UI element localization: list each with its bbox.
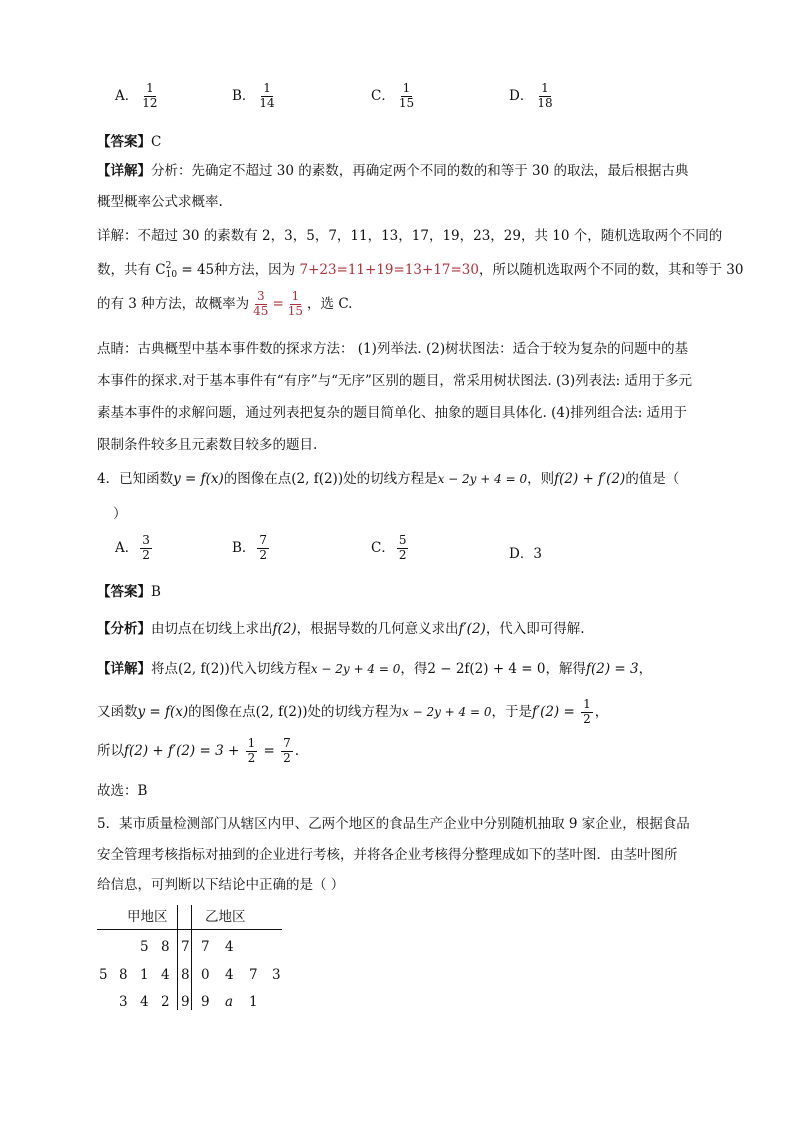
leaf-right: 3 xyxy=(272,967,281,983)
detail-text: 的有 3 种方法，故概率为 xyxy=(97,295,250,312)
detail-text: 处的切线方程为 xyxy=(307,703,402,720)
detail-text: . xyxy=(294,742,300,759)
q3-detail-line-5 xyxy=(97,290,352,319)
answer-value: C xyxy=(151,134,162,150)
leaf-left: 4 xyxy=(161,967,170,983)
fraction-denominator: 14 xyxy=(259,95,275,110)
q3-answer xyxy=(97,130,161,150)
fraction-numerator: 1 xyxy=(291,289,300,303)
fraction-denominator: 18 xyxy=(537,95,553,110)
detail-label: 【详解】 xyxy=(97,163,151,179)
fraction-7-2 xyxy=(281,737,293,766)
detail-math: f′(2) = xyxy=(532,703,580,720)
fraction-1-2 xyxy=(246,737,258,766)
q3-detail-line-1 xyxy=(97,159,689,179)
combination-sup: 2 xyxy=(165,260,172,271)
q5-stem-line-3: 给信息，可判断以下结论中正确的是（ ） xyxy=(97,877,345,893)
right-divider xyxy=(191,905,192,1010)
detail-math: f(2) + f′(2) = 3 + xyxy=(124,742,244,759)
q3-detail-line-2: 概型概率公式求概率. xyxy=(97,194,223,210)
detail-text: 将点 xyxy=(151,661,178,677)
header-divider xyxy=(97,929,282,930)
q3-option-a xyxy=(115,82,162,111)
analysis-text: ，代入即可得解. xyxy=(485,621,585,637)
detail-text: 分析：先确定不超过 30 的素数，再确定两个不同的数的和等于 30 的取法，最后根据古典 xyxy=(151,163,689,179)
q4-option-a xyxy=(115,534,154,563)
fraction-numerator: 1 xyxy=(583,697,591,711)
analysis-text: ，根据导数的几何意义求出 xyxy=(296,621,459,637)
detail-text: ，选 C. xyxy=(307,295,353,312)
option-letter: D． xyxy=(509,87,534,104)
leaf-right: 0 xyxy=(201,967,210,983)
fraction-denominator: 2 xyxy=(247,750,256,765)
leaf-right: 4 xyxy=(225,967,234,983)
q5-stem-line-1: 5．某市质量检测部门从辖区内甲、乙两个地区的食品生产企业中分别随机抽取 9 家企业，根据食品 xyxy=(97,816,690,832)
q3-tip-line-1: 点睛：古典概型中基本事件数的探求方法： (1)列举法. (2)树状图法：适合于较为复杂的问题中的基 xyxy=(97,341,689,357)
option-letter: C． xyxy=(371,87,395,104)
q3-option-c xyxy=(371,82,418,111)
detail-math: f(2) = 3 xyxy=(586,661,639,677)
option-letter: A． xyxy=(115,87,139,104)
right-header: 乙地区 xyxy=(205,909,246,925)
q4-answer xyxy=(97,580,161,600)
leaf-left: 8 xyxy=(119,967,128,983)
q4-option-d xyxy=(509,542,542,562)
option-letter: B． xyxy=(232,87,256,104)
detail-math: y = f(x) xyxy=(137,703,189,720)
detail-text: 数，共有 C xyxy=(97,262,166,278)
leaf-left: 5 xyxy=(140,939,149,955)
option-fraction xyxy=(257,534,269,563)
q4-stem xyxy=(97,467,679,487)
leaf-left: 8 xyxy=(161,939,170,955)
equals-sign: = xyxy=(272,295,284,312)
leaf-right: 4 xyxy=(225,939,234,955)
stem-value: 8 xyxy=(181,967,190,983)
fraction-denominator: 15 xyxy=(287,303,304,318)
fraction-numerator: 1 xyxy=(402,81,411,95)
fraction-3-45 xyxy=(251,290,270,319)
stem-math: x − 2y + 4 = 0 xyxy=(437,472,528,486)
q4-detail-line-2 xyxy=(97,698,608,727)
left-header: 甲地区 xyxy=(127,909,168,925)
answer-label: 【答案】 xyxy=(97,134,151,150)
fraction-denominator: 2 xyxy=(259,547,268,562)
analysis-label: 【分析】 xyxy=(97,621,151,637)
q4-option-b xyxy=(232,534,271,563)
detail-text: 代入切线方程 xyxy=(229,661,311,677)
option-fraction xyxy=(397,534,409,563)
stem-value: 7 xyxy=(181,939,190,955)
detail-math: (2, f(2)) xyxy=(255,703,308,720)
fraction-numerator: 5 xyxy=(398,533,407,547)
fraction-numerator: 1 xyxy=(146,81,154,95)
fraction-denominator: 15 xyxy=(398,95,415,110)
q3-tip-line-3: 素基本事件的求解问题，通过列表把复杂的题目简单化、抽象的题目具体化. (4)排列组合法: 适用于 xyxy=(97,405,688,421)
leaf-right: 9 xyxy=(201,994,210,1010)
detail-text: 又函数 xyxy=(97,703,138,720)
detail-math: x − 2y + 4 = 0 xyxy=(402,704,492,719)
fraction-denominator: 2 xyxy=(283,750,291,765)
combination-indices xyxy=(166,262,177,280)
fraction-denominator: 45 xyxy=(253,303,269,318)
analysis-math: f′(2) xyxy=(458,621,486,637)
detail-text: ，所以随机选取两个不同的数，其和等于 30 xyxy=(478,262,744,278)
stem-text: 4．已知函数 xyxy=(97,471,174,487)
q3-option-b xyxy=(232,82,279,111)
detail-label: 【详解】 xyxy=(97,661,151,677)
option-letter: A． xyxy=(115,539,139,556)
stem-text: 的值是（ xyxy=(625,471,680,487)
q3-tip-line-2: 本事件的探求.对于基本事件有“有序”与“无序”区别的题目，常采用树状图法. (3)列表法: 适用于多元 xyxy=(97,373,692,389)
option-fraction xyxy=(257,82,276,111)
analysis-text: 由切点在切线上求出 xyxy=(151,621,273,637)
fraction-numerator: 3 xyxy=(142,533,150,547)
answer-value: B xyxy=(151,584,161,600)
fraction-1-2 xyxy=(581,698,593,727)
detail-text: 所以 xyxy=(97,742,124,759)
fraction-numerator: 1 xyxy=(541,81,549,95)
fraction-numerator: 1 xyxy=(247,736,256,750)
q4-stem-close: ） xyxy=(113,506,127,522)
detail-text: ，于是 xyxy=(491,703,533,720)
option-fraction xyxy=(397,82,416,111)
q4-detail-line-3 xyxy=(97,737,299,766)
detail-math: 2 − 2f(2) + 4 = 0 xyxy=(427,661,546,677)
equals-sign: = xyxy=(259,742,280,759)
leaf-left: 4 xyxy=(140,994,149,1010)
q4-conclusion: 故选：B xyxy=(97,783,148,799)
stem-text: 的图像在点 xyxy=(223,471,292,487)
combination-sub: 10 xyxy=(165,269,178,280)
leaf-right-unknown: a xyxy=(225,994,234,1010)
leaf-left: 5 xyxy=(99,967,108,983)
detail-text: ，解得 xyxy=(545,661,587,677)
q4-option-c xyxy=(371,534,410,563)
stem-math: (2, f(2)) xyxy=(291,471,344,487)
stem-value: 9 xyxy=(181,994,190,1010)
option-letter: D． xyxy=(509,546,534,562)
detail-math: x − 2y + 4 = 0 xyxy=(310,662,401,676)
detail-text: ，得 xyxy=(400,661,428,677)
stem-leaf-plot xyxy=(95,905,285,1010)
q5-stem-line-2: 安全管理考核指标对抽到的企业进行考核，并将各企业考核得分整理成如下的茎叶图．由茎叶图所 xyxy=(97,847,678,863)
leaf-right: 7 xyxy=(249,967,258,983)
detail-text: 的图像在点 xyxy=(188,703,256,720)
left-divider xyxy=(177,905,178,1010)
detail-math: (2, f(2)) xyxy=(178,661,230,677)
stem-text: 处的切线方程是 xyxy=(343,471,438,487)
option-value: 3 xyxy=(533,546,542,562)
leaf-left: 1 xyxy=(140,967,149,983)
option-fraction xyxy=(140,82,159,111)
fraction-numerator: 1 xyxy=(263,81,271,95)
fraction-numerator: 7 xyxy=(283,736,291,750)
q4-analysis xyxy=(97,617,585,637)
leaf-left: 3 xyxy=(119,994,128,1010)
option-fraction xyxy=(535,82,554,111)
option-fraction xyxy=(140,534,152,563)
fraction-denominator: 2 xyxy=(142,547,150,562)
fraction-denominator: 12 xyxy=(142,95,158,110)
q3-tip-line-4: 限制条件较多且元素数目较多的题目. xyxy=(97,437,318,453)
stem-math: f(2) + f′(2) xyxy=(554,471,626,487)
fraction-1-15 xyxy=(286,290,305,319)
fraction-numerator: 7 xyxy=(259,533,268,547)
fraction-denominator: 2 xyxy=(583,711,591,726)
answer-label: 【答案】 xyxy=(97,584,151,600)
leaf-left: 2 xyxy=(161,994,170,1010)
stem-text: ，则 xyxy=(527,471,555,487)
detail-text: = 45种方法，因为 xyxy=(177,262,300,278)
leaf-right: 1 xyxy=(249,994,258,1010)
option-letter: B． xyxy=(232,539,256,556)
q3-option-d xyxy=(509,82,557,111)
sum-equation: 7+23=11+19=13+17=30 xyxy=(299,262,479,278)
fraction-denominator: 2 xyxy=(398,547,407,562)
q3-detail-line-4 xyxy=(97,258,743,280)
q3-detail-line-3: 详解：不超过 30 的素数有 2，3，5，7，11，13，17，19，23，29，共 10 个，随机选取两个不同的 xyxy=(97,228,723,244)
fraction-numerator: 3 xyxy=(256,289,265,303)
option-letter: C． xyxy=(371,539,395,556)
stem-math: y = f(x) xyxy=(173,471,224,487)
detail-text: ， xyxy=(638,661,653,677)
analysis-math: f(2) xyxy=(272,621,297,637)
detail-text: ， xyxy=(594,703,609,720)
q4-detail-line-1 xyxy=(97,657,652,677)
leaf-right: 7 xyxy=(201,939,210,955)
